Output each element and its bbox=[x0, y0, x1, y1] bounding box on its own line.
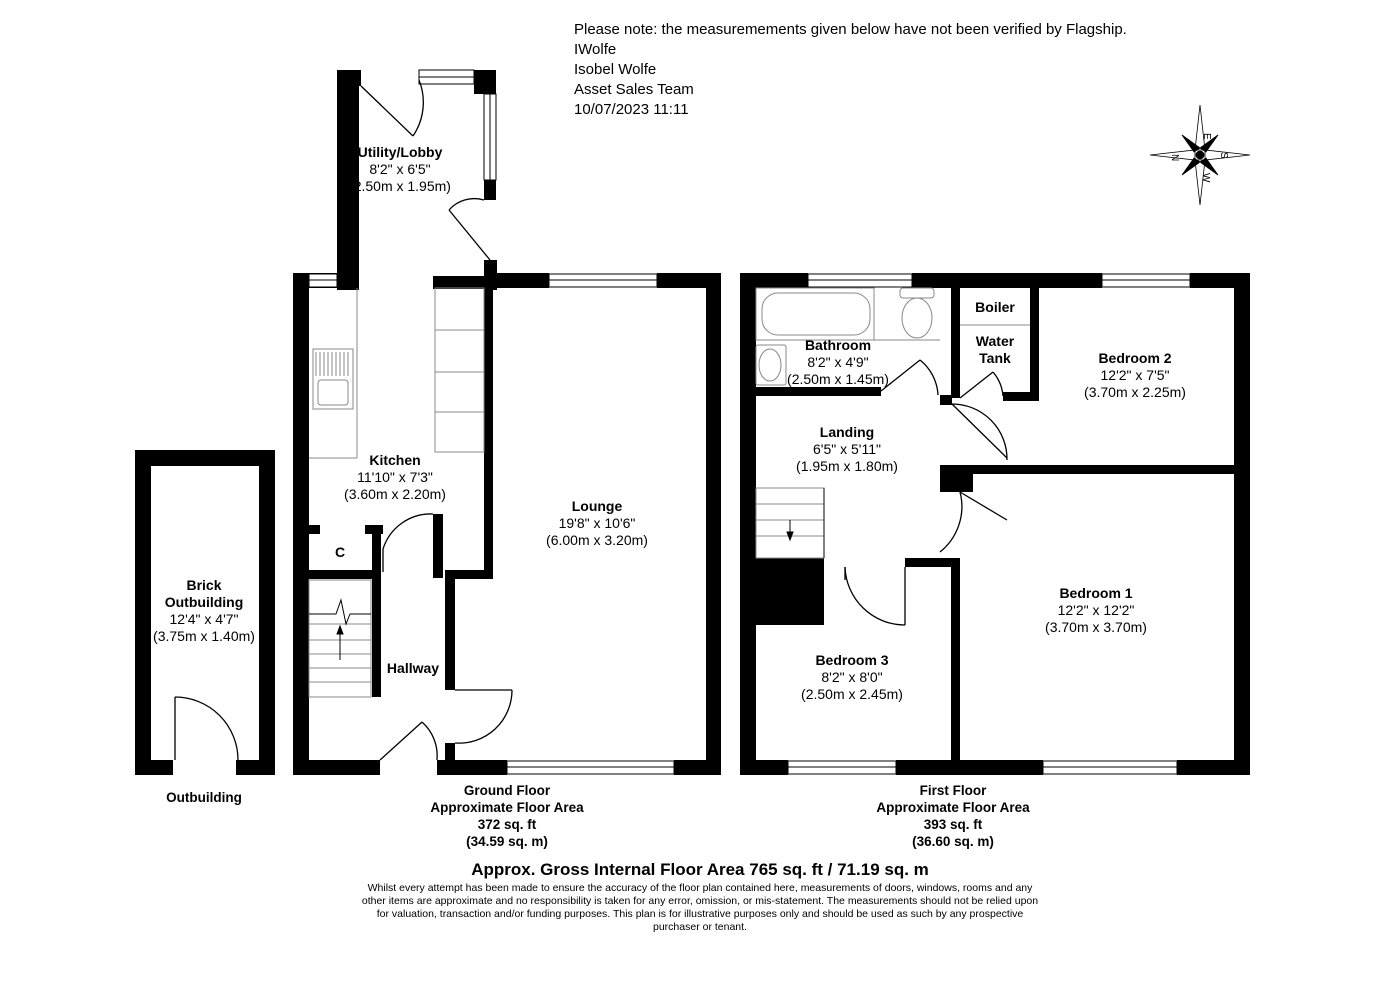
room-bedroom2-label bbox=[1075, 350, 1195, 401]
room-bathroom-label bbox=[778, 337, 898, 388]
floor-area-sqm: (36.60 sq. m) bbox=[912, 834, 994, 849]
room-size-metric: (1.95m x 1.80m) bbox=[796, 458, 898, 474]
room-size-metric: (3.70m x 2.25m) bbox=[1084, 384, 1186, 400]
floor-area-sqm: (34.59 sq. m) bbox=[466, 834, 548, 849]
room-utility-label bbox=[345, 144, 455, 195]
floor-area-sqft: 393 sq. ft bbox=[923, 817, 983, 832]
room-water-tank-label bbox=[962, 333, 1028, 367]
note-line-1: Please note: the measuremements given below have not been verified by Flagship. bbox=[574, 21, 1127, 38]
note-line-5: 10/07/2023 11:11 bbox=[574, 101, 689, 118]
room-size-metric: (3.75m x 1.40m) bbox=[153, 628, 255, 644]
floor-area-sqft: 372 sq. ft bbox=[477, 817, 537, 832]
floor-area-label: Approximate Floor Area bbox=[430, 800, 584, 815]
disclaimer-text: Whilst every attempt has been made to ensure the accuracy of the floor plan contained here, measurements of doors, windows, rooms and any other items are approximate and no responsibility is taken for any error, omission, or mis-statement. The measurements should not be relied upon for valuation, transaction and/or funding purposes. This plan is for illustrative purposes only and should be used as such by any prospective purchaser or tenant. bbox=[361, 882, 1039, 933]
gross-internal-area: Approx. Gross Internal Floor Area 765 sq. ft / 71.19 sq. m bbox=[471, 860, 929, 879]
room-name: Bedroom 2 bbox=[1098, 350, 1172, 366]
room-lounge-label bbox=[537, 498, 657, 549]
note-line-4: Asset Sales Team bbox=[574, 81, 694, 98]
room-name-2: Outbuilding bbox=[164, 594, 244, 610]
outbuilding-door bbox=[175, 697, 238, 760]
note-line-3: Isobel Wolfe bbox=[574, 61, 657, 78]
room-bedroom1-label bbox=[1036, 585, 1156, 636]
room-size-metric: (6.00m x 3.20m) bbox=[546, 532, 648, 548]
room-landing-label bbox=[787, 424, 907, 475]
compass-rose-icon bbox=[1150, 105, 1250, 205]
room-name: Lounge bbox=[571, 498, 623, 514]
room-size-imperial: 11'10" x 7'3" bbox=[357, 469, 433, 485]
room-boiler-label bbox=[962, 299, 1028, 316]
floor-ground-caption bbox=[407, 782, 607, 850]
floor-outbuilding-caption bbox=[144, 789, 264, 806]
room-size-metric: (2.50m x 1.95m) bbox=[349, 178, 451, 194]
room-outbuilding-label bbox=[144, 577, 264, 645]
room-name-2: Tank bbox=[979, 350, 1011, 366]
room-kitchen-label bbox=[335, 452, 455, 503]
room-name-1: Water bbox=[975, 333, 1015, 349]
room-size-imperial: 12'4" x 4'7" bbox=[169, 611, 239, 627]
room-size-imperial: 8'2" x 8'0" bbox=[821, 669, 883, 685]
room-size-imperial: 12'2" x 12'2" bbox=[1057, 602, 1135, 618]
room-name-1: Brick bbox=[186, 577, 222, 593]
room-name: Boiler bbox=[975, 299, 1015, 315]
first-floor-doors bbox=[845, 360, 1007, 625]
compass-e: E bbox=[1201, 133, 1212, 140]
room-name: Landing bbox=[819, 424, 875, 440]
room-cupboard-label bbox=[330, 544, 350, 561]
room-name: Kitchen bbox=[369, 452, 421, 468]
room-size-imperial: 8'2" x 6'5" bbox=[369, 161, 431, 177]
room-size-metric: (2.50m x 1.45m) bbox=[787, 371, 889, 387]
room-size-imperial: 6'5" x 5'11" bbox=[813, 441, 881, 457]
room-name: C bbox=[334, 544, 346, 560]
room-size-metric: (3.60m x 2.20m) bbox=[344, 486, 446, 502]
floor-area-label: Approximate Floor Area bbox=[876, 800, 1030, 815]
note-line-2: IWolfe bbox=[574, 41, 617, 58]
room-size-imperial: 8'2" x 4'9" bbox=[807, 354, 869, 370]
room-bedroom3-label bbox=[792, 652, 912, 703]
compass-s: S bbox=[1218, 152, 1229, 159]
room-hallway-label bbox=[383, 660, 443, 677]
kitchen-fittings bbox=[309, 288, 484, 458]
floor-title: First Floor bbox=[919, 783, 987, 798]
header-note bbox=[574, 20, 1127, 120]
floor-title: Outbuilding bbox=[166, 790, 242, 805]
floor-first-caption bbox=[853, 782, 1053, 850]
room-name: Bedroom 1 bbox=[1059, 585, 1133, 601]
compass-n: N bbox=[1169, 154, 1180, 162]
compass-w: W bbox=[1200, 173, 1211, 183]
room-size-metric: (3.70m x 3.70m) bbox=[1045, 619, 1147, 635]
room-size-metric: (2.50m x 2.45m) bbox=[801, 686, 903, 702]
floor-title: Ground Floor bbox=[463, 783, 551, 798]
room-size-imperial: 12'2" x 7'5" bbox=[1100, 367, 1170, 383]
room-size-imperial: 19'8" x 10'6" bbox=[558, 515, 636, 531]
ground-floor-stairs bbox=[309, 580, 371, 697]
first-floor-stairs bbox=[756, 488, 824, 558]
room-name: Utility/Lobby bbox=[357, 144, 443, 160]
room-name: Hallway bbox=[386, 660, 440, 676]
room-name: Bathroom bbox=[804, 337, 872, 353]
room-name: Bedroom 3 bbox=[815, 652, 889, 668]
